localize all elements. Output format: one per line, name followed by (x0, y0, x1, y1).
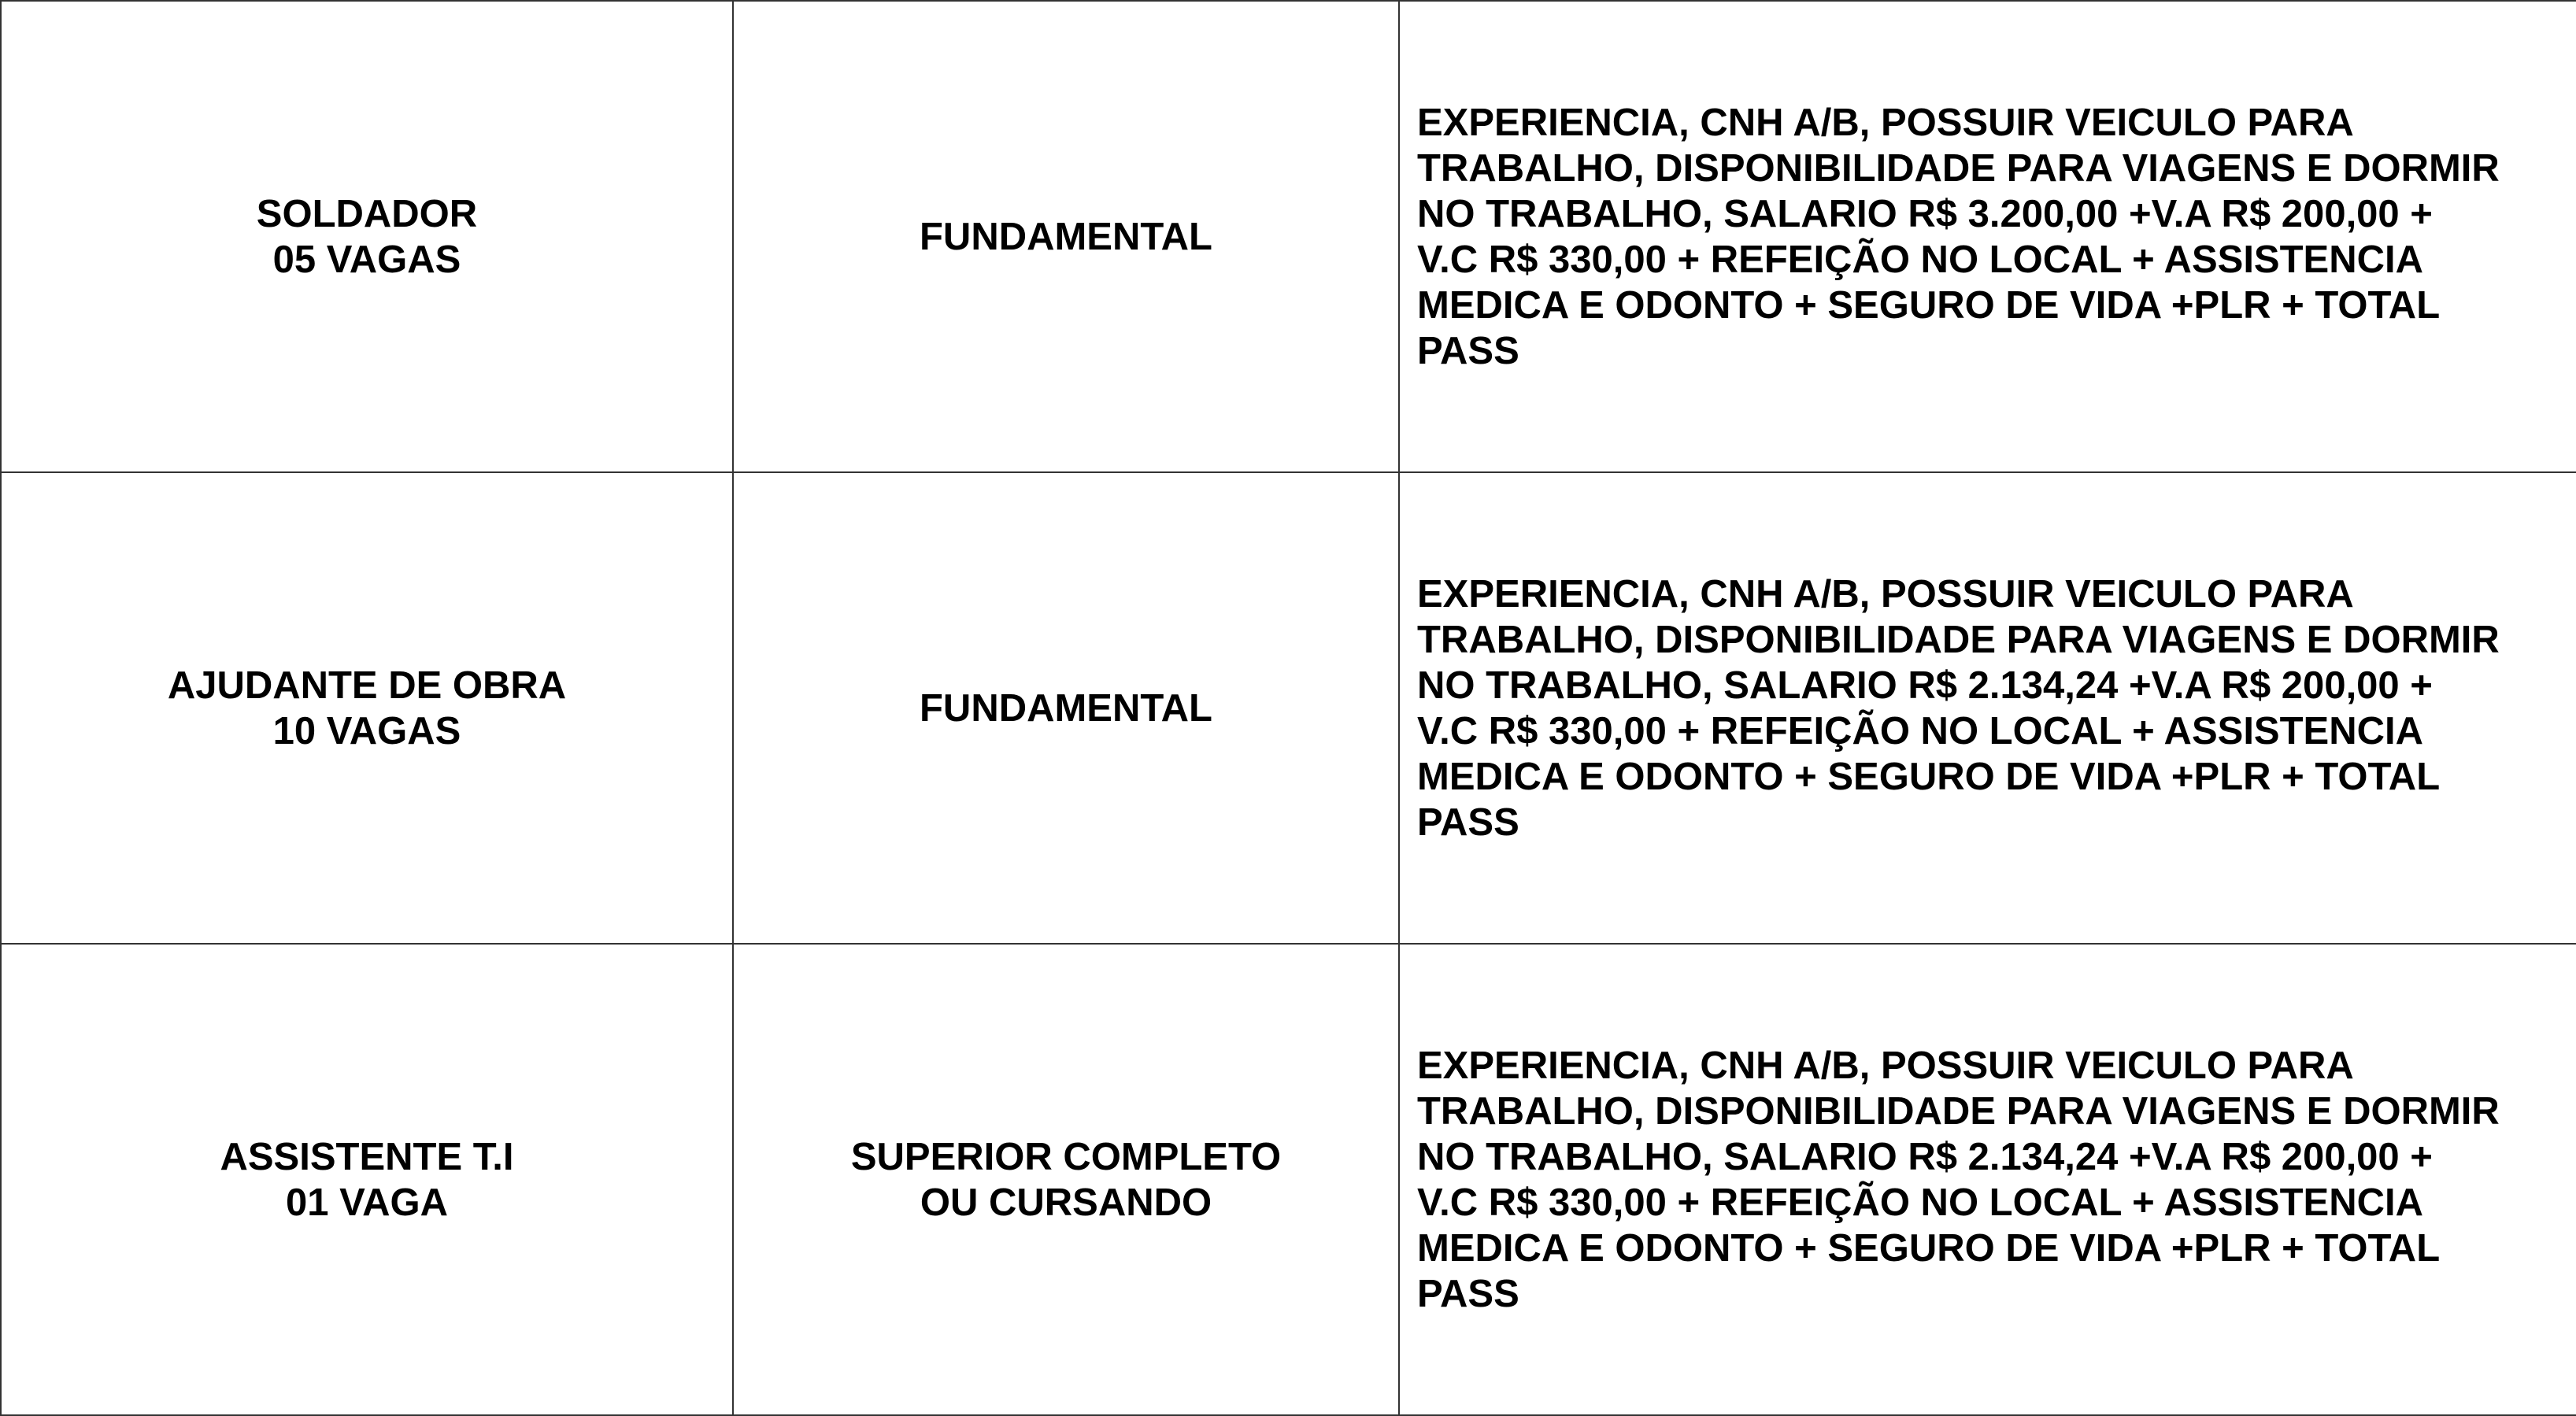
requirements-line: PASS (1417, 800, 1519, 844)
education-cell (733, 1, 1399, 472)
job-vacancies: 01 VAGA (285, 1181, 449, 1224)
job-title-cell (1, 944, 733, 1415)
education-cell (733, 944, 1399, 1415)
requirements-line: TRABALHO, DISPONIBILIDADE PARA VIAGENS E DORMIR (1417, 618, 2500, 661)
requirements-line: EXPERIENCIA, CNH A/B, POSSUIR VEICULO PARA (1417, 1044, 2354, 1087)
table-row (1, 944, 2576, 1415)
requirements-line: EXPERIENCIA, CNH A/B, POSSUIR VEICULO PARA (1417, 572, 2354, 616)
job-role: AJUDANTE DE OBRA (167, 664, 567, 707)
requirements-line: V.C R$ 330,00 + REFEIÇÃO NO LOCAL + ASSISTENCIA (1417, 238, 2423, 281)
job-vacancies: 10 VAGAS (272, 709, 461, 752)
requirements-line: V.C R$ 330,00 + REFEIÇÃO NO LOCAL + ASSISTENCIA (1417, 1181, 2423, 1224)
education-level: FUNDAMENTAL (920, 686, 1212, 730)
requirements-line: PASS (1417, 329, 1519, 372)
table-row (1, 472, 2576, 944)
requirements-line: MEDICA E ODONTO + SEGURO DE VIDA +PLR + TOTAL (1417, 755, 2441, 798)
requirements-cell (1399, 944, 2576, 1415)
job-title-cell (1, 1, 733, 472)
requirements-cell (1399, 472, 2576, 944)
requirements-cell (1399, 1, 2576, 472)
job-vacancies: 05 VAGAS (272, 238, 461, 281)
requirements-line: TRABALHO, DISPONIBILIDADE PARA VIAGENS E DORMIR (1417, 1089, 2500, 1133)
requirements-line: TRABALHO, DISPONIBILIDADE PARA VIAGENS E DORMIR (1417, 146, 2500, 190)
job-role: SOLDADOR (256, 192, 478, 235)
education-level: SUPERIOR COMPLETO (850, 1135, 1282, 1178)
education-level: OU CURSANDO (920, 1181, 1212, 1224)
requirements-line: V.C R$ 330,00 + REFEIÇÃO NO LOCAL + ASSISTENCIA (1417, 709, 2423, 752)
education-level: FUNDAMENTAL (920, 215, 1212, 258)
requirements-line: MEDICA E ODONTO + SEGURO DE VIDA +PLR + TOTAL (1417, 283, 2441, 327)
requirements-line: NO TRABALHO, SALARIO R$ 2.134,24 +V.A R$ 200,00 + (1417, 1135, 2433, 1178)
requirements-line: PASS (1417, 1272, 1519, 1315)
requirements-line: MEDICA E ODONTO + SEGURO DE VIDA +PLR + TOTAL (1417, 1226, 2441, 1270)
job-role: ASSISTENTE T.I (220, 1135, 514, 1178)
requirements-line: NO TRABALHO, SALARIO R$ 2.134,24 +V.A R$ 200,00 + (1417, 664, 2433, 707)
job-title-cell (1, 472, 733, 944)
table-row (1, 1, 2576, 472)
requirements-line: NO TRABALHO, SALARIO R$ 3.200,00 +V.A R$ 200,00 + (1417, 192, 2433, 235)
education-cell (733, 472, 1399, 944)
requirements-line: EXPERIENCIA, CNH A/B, POSSUIR VEICULO PARA (1417, 101, 2354, 144)
